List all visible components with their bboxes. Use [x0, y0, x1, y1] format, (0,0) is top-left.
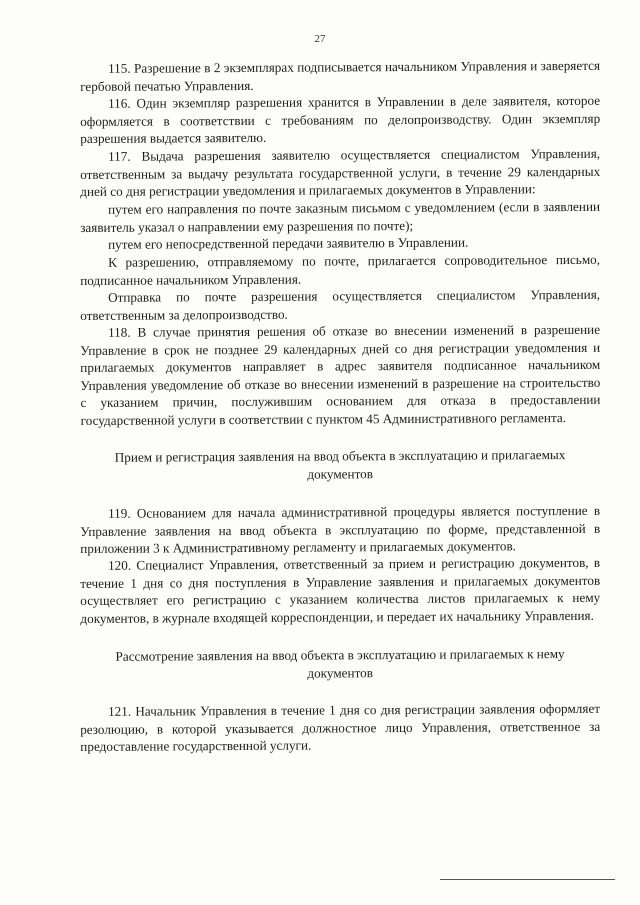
paragraph: 119. Основанием для начала административной процедуры является поступление в Управление заявления на ввод объекта в эксплуатацию по форме, представленной в приложении 3 к Административному регламенту и прилагаемых документов.: [80, 502, 601, 556]
paragraph: 115. Разрешение в 2 экземплярах подписывается начальником Управления и заверяется гербовой печатью Управления.: [80, 57, 601, 94]
paragraph: путем его непосредственной передачи заявителю в Управлении.: [108, 234, 469, 252]
paragraph: Отправка по почте разрешения осуществляется специалистом Управления, ответственным за делопроизводство.: [80, 286, 601, 323]
footer-rule: [440, 879, 615, 880]
paragraph: 116. Один экземпляр разрешения хранится в Управлении в деле заявителя, которое оформляется в соответствии с требованиям по делопроизводству. Один экземпляр разрешения выдается заявителю.: [80, 93, 601, 147]
section-heading: Прием и регистрация заявления на ввод объекта в эксплуатацию и прилагаемых документов: [114, 447, 566, 482]
paragraph: К разрешению, отправляемому по почте, прилагается сопроводительное письмо, подписанное начальником Управления.: [80, 251, 601, 288]
paragraph: 121. Начальник Управления в течение 1 дня со дня регистрации заявления оформляет резолюцию, в которой указывается должностное лицо Управления, ответственное за предоставление государственной услуги.: [80, 700, 601, 755]
paragraph: 118. В случае принятия решения об отказе во внесении изменений в разрешение Управление в срок не позднее 29 календарных дней со дня регистрации уведомления и прилагаемых документов направляет в адрес заявителя подписанное начальником Управления уведомление об отказе во внесении изменений в разрешение на строительство с указанием причин, послужившим основанием для отказа в предоставлении государственной услуги в соответствии с пунктом 45 Административного регламента.: [80, 321, 601, 428]
paragraph: путем его направления по почте заказным письмом с уведомлением (если в заявлении заявитель указал о направлении ему разрешения по почте);: [80, 198, 601, 235]
paragraph: 120. Специалист Управления, ответственный за прием и регистрацию документов, в течение 1 дня со дня поступления в Управление заявления и прилагаемых документов осуществляет его регистрацию с указанием количества листов прилагаемых к нему документов, в журнале входящей корреспонденции, и передает их начальнику Управления.: [80, 555, 601, 627]
paragraph: 117. Выдача разрешения заявителю осуществляется специалистом Управления, ответственным за выдачу результата государственной услуги, в течение 29 календарных дней со дня регистрации уведомления и прилагаемых документов в Управлении:: [80, 145, 601, 200]
section-heading: Рассмотрение заявления на ввод объекта в эксплуатацию и прилагаемых к нему документов: [115, 645, 565, 681]
document-body: [80, 57, 601, 756]
page-number: 27: [314, 33, 326, 45]
